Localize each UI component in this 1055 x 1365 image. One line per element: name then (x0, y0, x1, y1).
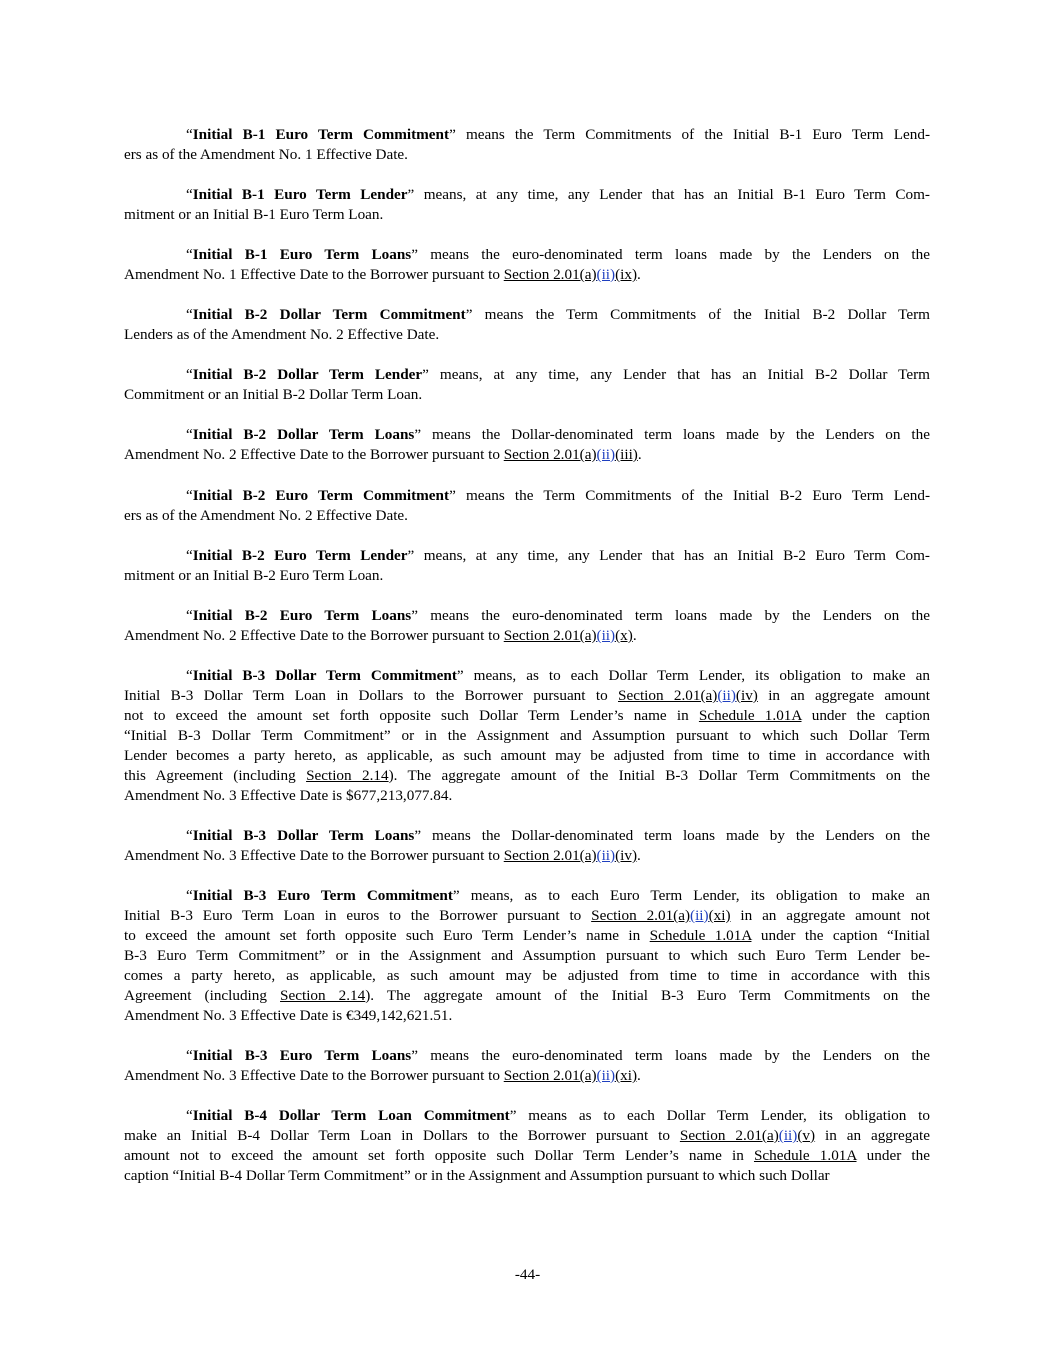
definition-text: ers as of the Amendment No. 1 Effective Date. (124, 146, 408, 163)
definition-text: . (637, 266, 641, 283)
definition-text: not to exceed the amount set forth opposite such Dollar Term Lender’s name in (124, 707, 699, 724)
definition-text: ” means, as to each Euro Term Lender, its obligation to make an (452, 887, 930, 904)
definition-text: B-3 Euro Term Commitment” or in the Assignment and Assumption pursuant to which such Euro Term Lender be- (124, 947, 930, 964)
definition-text: caption “Initial B-4 Dollar Term Commitment” or in the Assignment and Assumption pursuant to which such Dollar (124, 1167, 830, 1184)
cross-reference: Section 2.01(a) (503, 627, 597, 644)
definition-line (124, 626, 930, 646)
definition-text: in an aggregate amount (757, 687, 930, 704)
definition-initial-b3-dollar-term-commitment (124, 666, 930, 806)
definition-text: “ (186, 667, 193, 684)
definition-line (124, 846, 930, 866)
definition-text: “ (186, 887, 193, 904)
definition-line (124, 766, 930, 786)
cross-reference-link[interactable]: (ii) (690, 907, 709, 924)
defined-term: Initial B-2 Euro Term Loans (192, 607, 412, 624)
definition-line (124, 1066, 930, 1086)
defined-term: Initial B-2 Dollar Term Lender (192, 366, 423, 383)
definition-line (124, 365, 930, 385)
defined-term: Initial B-4 Dollar Term Loan Commitment (192, 1107, 510, 1124)
definition-text: “ (186, 827, 193, 844)
definition-line (124, 1006, 930, 1026)
definition-text: ” means the euro-denominated term loans made by the Lenders on the (411, 1047, 930, 1064)
definition-text: ” means, at any time, any Lender that has an Initial B-2 Dollar Term (422, 366, 930, 383)
definition-text: ). The aggregate amount of the Initial B-3 Euro Term Commitments on the (365, 987, 930, 1004)
definition-line (124, 425, 930, 445)
definition-text: Amendment No. 3 Effective Date is $677,213,077.84. (124, 787, 453, 804)
cross-reference: (ix) (615, 266, 638, 283)
definition-line (124, 786, 930, 806)
page-number: -44- (514, 1266, 541, 1283)
definition-text: . (632, 627, 637, 644)
definition-text: ” means the Term Commitments of the Initial B-2 Dollar Term (465, 306, 930, 323)
defined-term: Initial B-1 Euro Term Loans (192, 246, 412, 263)
definition-line (124, 385, 930, 405)
definition-line (124, 726, 930, 746)
definition-text: ers as of the Amendment No. 2 Effective Date. (124, 507, 408, 524)
definition-line (124, 445, 930, 465)
definition-line (124, 1166, 930, 1186)
definition-text: “ (186, 547, 193, 564)
definition-text: in an aggregate amount not (730, 907, 930, 924)
definition-line (124, 886, 930, 906)
definition-initial-b2-dollar-term-commitment (124, 305, 930, 345)
cross-reference-link[interactable]: (ii) (596, 847, 616, 864)
defined-term: Initial B-2 Euro Term Commitment (192, 487, 450, 504)
definition-text: comes a party hereto, as applicable, as such amount may be adjusted from time to time in accordance with this (124, 967, 930, 984)
definition-text: make an Initial B-4 Dollar Term Loan in Dollars to the Borrower pursuant to (124, 1127, 680, 1144)
defined-term: Initial B-2 Dollar Term Loans (192, 426, 415, 443)
definition-text: Initial B-3 Euro Term Loan in euros to the Borrower pursuant to (124, 907, 592, 924)
definition-text: Amendment No. 3 Effective Date is €349,142,621.51. (124, 1007, 453, 1024)
definition-line (124, 185, 930, 205)
cross-reference-link[interactable]: (ii) (596, 627, 616, 644)
definition-line (124, 566, 930, 586)
definition-text: “ (186, 186, 193, 203)
definition-text: “ (186, 306, 193, 323)
definition-initial-b3-euro-term-commitment (124, 886, 930, 1026)
definition-text: “ (186, 1047, 193, 1064)
definition-line (124, 986, 930, 1006)
defined-term: Initial B-1 Euro Term Commitment (192, 126, 450, 143)
definition-text: mitment or an Initial B-1 Euro Term Loan. (124, 206, 384, 223)
definition-text: . (637, 847, 641, 864)
definition-line (124, 205, 930, 225)
definition-text: Amendment No. 3 Effective Date to the Borrower pursuant to (124, 847, 504, 864)
cross-reference-link[interactable]: (ii) (596, 446, 616, 463)
definition-text: ” means the euro-denominated term loans made by the Lenders on the (411, 607, 930, 624)
definition-text: “ (186, 126, 193, 143)
definition-text: this Agreement (including (124, 767, 307, 784)
cross-reference: (iv) (615, 847, 638, 864)
cross-reference-link[interactable]: (ii) (778, 1127, 798, 1144)
defined-term: Initial B-3 Dollar Term Loans (192, 827, 415, 844)
definition-line (124, 506, 930, 526)
cross-reference-link[interactable]: (ii) (596, 1067, 616, 1084)
definition-text: Amendment No. 2 Effective Date to the Borrower pursuant to (124, 446, 504, 463)
definition-text: Commitment or an Initial B-2 Dollar Term Loan. (124, 386, 423, 403)
cross-reference: Schedule 1.01A (698, 707, 802, 724)
definition-initial-b2-dollar-term-loans (124, 425, 930, 465)
defined-term: Initial B-3 Dollar Term Commitment (192, 667, 457, 684)
definition-text: Agreement (including (124, 987, 281, 1004)
definition-line (124, 906, 930, 926)
defined-term: Initial B-2 Euro Term Lender (192, 547, 408, 564)
definition-line (124, 666, 930, 686)
definition-line (124, 1046, 930, 1066)
definition-line (124, 826, 930, 846)
definition-text: ). The aggregate amount of the Initial B-3 Dollar Term Commitments on the (388, 767, 930, 784)
definition-initial-b2-euro-term-commitment (124, 486, 930, 526)
definition-text: Lender becomes a party hereto, as applicable, as such amount may be adjusted from time to time in accordance with (124, 747, 930, 764)
definition-text: under the caption “Initial (751, 927, 930, 944)
cross-reference: Section 2.01(a) (618, 687, 718, 704)
definition-text: ” means the Dollar-denominated term loans made by the Lenders on the (414, 426, 930, 443)
definition-initial-b2-euro-term-lender (124, 546, 930, 586)
definition-text: “ (186, 487, 193, 504)
definition-initial-b1-euro-term-lender (124, 185, 930, 225)
definition-text: . (637, 1067, 641, 1084)
definition-line (124, 125, 930, 145)
cross-reference: (iv) (735, 687, 758, 704)
definition-line (124, 1126, 930, 1146)
definition-text: ” means, as to each Dollar Term Lender, its obligation to make an (456, 667, 931, 684)
cross-reference: (xi) (615, 1067, 638, 1084)
definition-text: ” means, at any time, any Lender that has an Initial B-1 Euro Term Com- (407, 186, 930, 203)
defined-term: Initial B-3 Euro Term Commitment (192, 887, 453, 904)
defined-term: Initial B-3 Euro Term Loans (192, 1047, 412, 1064)
definition-text: “ (186, 1107, 193, 1124)
definition-line (124, 746, 930, 766)
cross-reference: Section 2.14 (306, 767, 389, 784)
definition-line (124, 686, 930, 706)
cross-reference: (v) (797, 1127, 816, 1144)
definition-initial-b4-dollar-term-loan-commitment (124, 1106, 930, 1186)
cross-reference: Section 2.01(a) (503, 446, 597, 463)
definition-text: ” means the Term Commitments of the Initial B-2 Euro Term Lend- (449, 487, 931, 504)
definition-line (124, 265, 930, 285)
cross-reference: Section 2.01(a) (503, 847, 597, 864)
definition-text: Initial B-3 Dollar Term Loan in Dollars to the Borrower pursuant to (124, 687, 619, 704)
definition-text: under the (856, 1147, 930, 1164)
definition-line (124, 305, 930, 325)
cross-reference-link[interactable]: (ii) (717, 687, 736, 704)
definition-text: Amendment No. 3 Effective Date to the Borrower pursuant to (124, 1067, 504, 1084)
cross-reference: Section 2.01(a) (679, 1127, 779, 1144)
definition-text: in an aggregate (815, 1127, 930, 1144)
definition-initial-b2-dollar-term-lender (124, 365, 930, 405)
defined-term: Initial B-1 Euro Term Lender (192, 186, 408, 203)
definition-text: Amendment No. 1 Effective Date to the Borrower pursuant to (124, 266, 504, 283)
definition-line (124, 546, 930, 566)
cross-reference: Schedule 1.01A (753, 1147, 857, 1164)
definition-initial-b1-euro-term-loans (124, 245, 930, 285)
definition-line (124, 946, 930, 966)
definition-line (124, 606, 930, 626)
definition-initial-b3-euro-term-loans (124, 1046, 930, 1086)
definition-text: to exceed the amount set forth opposite such Euro Term Lender’s name in (124, 927, 650, 944)
definition-line (124, 486, 930, 506)
definition-text: “ (186, 426, 193, 443)
definition-text: “ (186, 366, 193, 383)
definition-text: “ (186, 607, 193, 624)
cross-reference: (xi) (708, 907, 731, 924)
cross-reference: (x) (615, 627, 633, 644)
cross-reference: Section 2.01(a) (503, 266, 597, 283)
cross-reference: Section 2.14 (280, 987, 366, 1004)
defined-term: Initial B-2 Dollar Term Commitment (192, 306, 466, 323)
definition-text: . (637, 446, 642, 463)
definition-text: under the caption (801, 707, 930, 724)
definition-line (124, 1146, 930, 1166)
definition-line (124, 245, 930, 265)
definition-line (124, 706, 930, 726)
definition-text: ” means the Dollar-denominated term loans made by the Lenders on the (414, 827, 930, 844)
definition-text: amount not to exceed the amount set forth opposite such Dollar Term Lender’s name in (124, 1147, 754, 1164)
cross-reference: Section 2.01(a) (503, 1067, 597, 1084)
definition-text: “Initial B-3 Dollar Term Commitment” or in the Assignment and Assumption pursuant to which such Dollar Term (124, 727, 930, 744)
definition-line (124, 145, 930, 165)
definition-text: Lenders as of the Amendment No. 2 Effective Date. (124, 326, 440, 343)
cross-reference: (iii) (615, 446, 638, 463)
definition-initial-b1-euro-term-commitment (124, 125, 930, 165)
definition-text: ” means as to each Dollar Term Lender, its obligation to (509, 1107, 930, 1124)
definition-text: ” means the Term Commitments of the Initial B-1 Euro Term Lend- (449, 126, 931, 143)
definition-line (124, 926, 930, 946)
definition-text: mitment or an Initial B-2 Euro Term Loan. (124, 567, 384, 584)
cross-reference: Schedule 1.01A (649, 927, 752, 944)
cross-reference-link[interactable]: (ii) (596, 266, 616, 283)
definition-line (124, 325, 930, 345)
definition-text: ” means, at any time, any Lender that has an Initial B-2 Euro Term Com- (407, 547, 930, 564)
definition-initial-b2-euro-term-loans (124, 606, 930, 646)
definition-line (124, 1106, 930, 1126)
definition-text: Amendment No. 2 Effective Date to the Borrower pursuant to (124, 627, 504, 644)
definition-text: “ (186, 246, 193, 263)
cross-reference: Section 2.01(a) (591, 907, 691, 924)
definition-text: ” means the euro-denominated term loans made by the Lenders on the (411, 246, 930, 263)
definition-initial-b3-dollar-term-loans (124, 826, 930, 866)
definition-line (124, 966, 930, 986)
